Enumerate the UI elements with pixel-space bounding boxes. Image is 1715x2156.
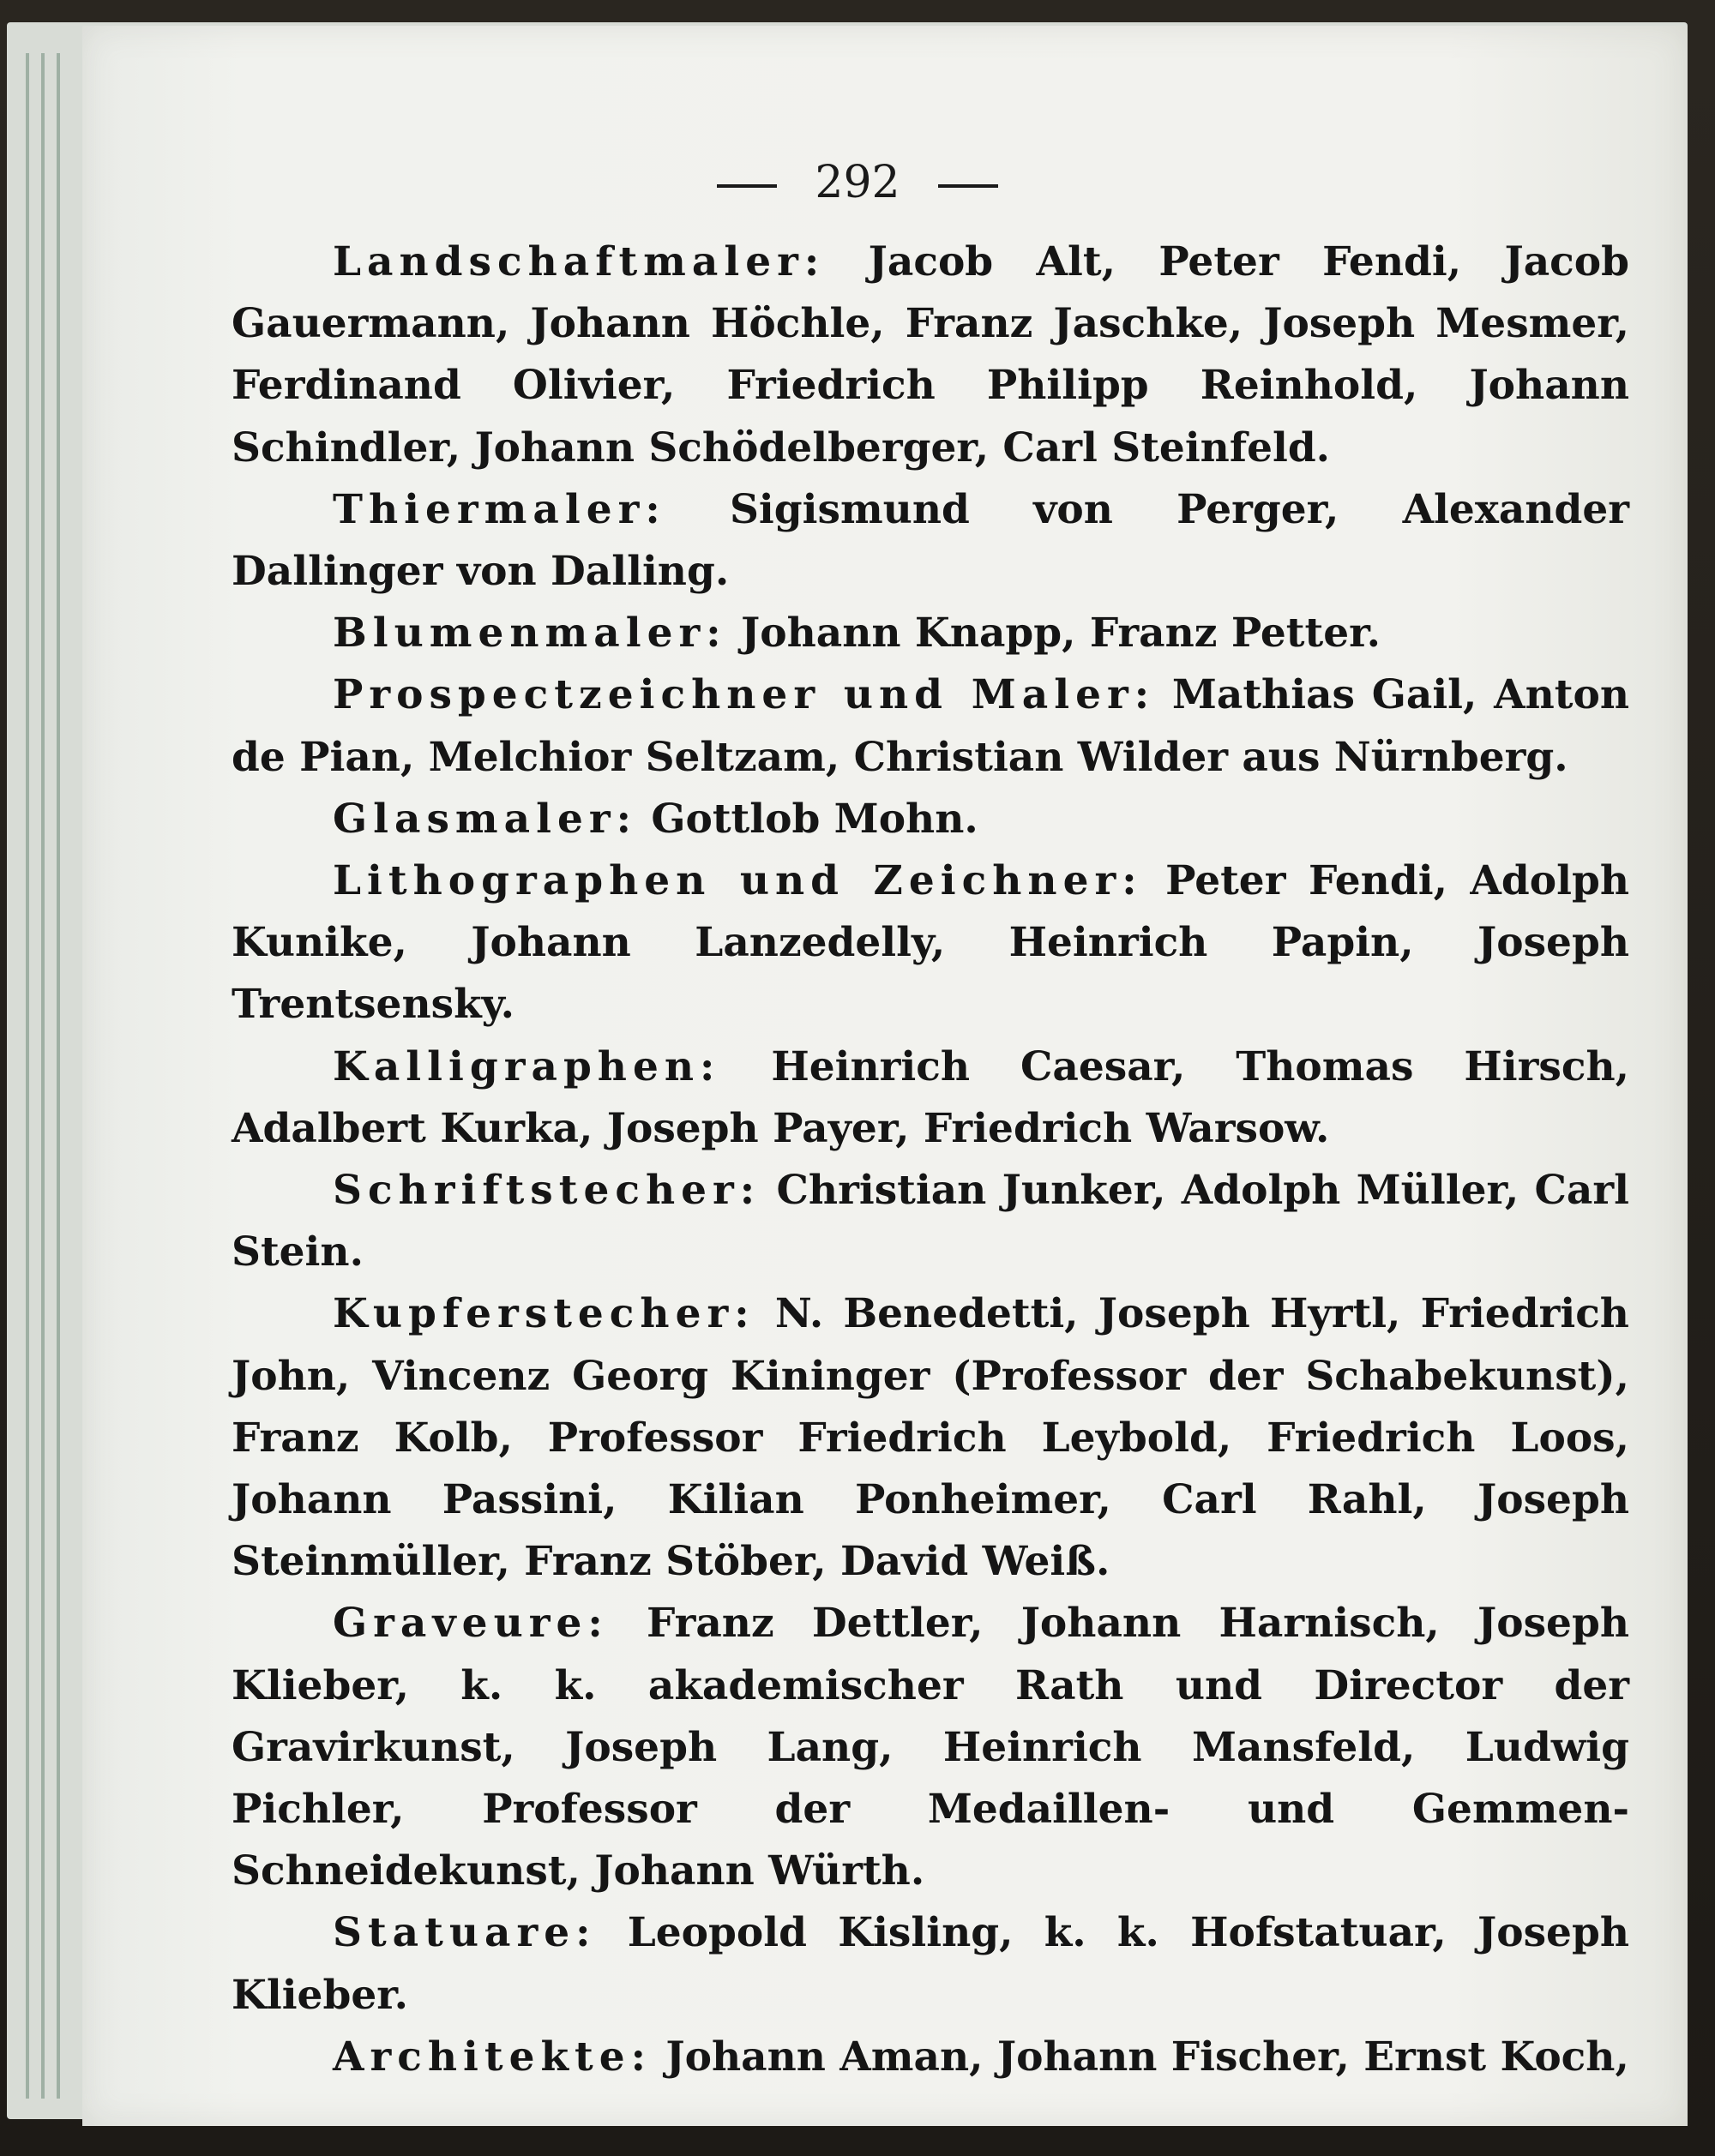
page-number: 292 xyxy=(815,157,900,208)
entry-paragraph xyxy=(232,789,1629,850)
entry-text: N. Benedetti, Joseph Hyrtl, Friedrich John, Vincenz Georg Kininger (Professor der Schabekunst), Franz Kolb, Professor Friedrich Leybold, Friedrich Loos, Johann Passini, Kilian Ponheimer, Carl Rahl, Joseph Steinmüller, Franz Stöber, David Weiß. xyxy=(232,1290,1629,1586)
entry-text: Gottlob Mohn. xyxy=(651,795,978,843)
entry-paragraph xyxy=(232,664,1629,788)
entry-term: Kupferstecher: xyxy=(333,1290,755,1338)
entry-term: Statuare: xyxy=(333,1909,597,1957)
entry-text: Peter Fendi, Adolph Kunike, Johann Lanzedelly, Heinrich Papin, Joseph Trentsensky. xyxy=(232,857,1629,1029)
entry-text: Heinrich Caesar, Thomas Hirsch, Adalbert Kurka, Joseph Payer, Friedrich Warsow. xyxy=(232,1042,1629,1152)
page-header xyxy=(0,144,1715,221)
entry-paragraph xyxy=(232,1593,1629,1902)
entry-paragraph xyxy=(232,231,1629,479)
entry-term: Kalligraphen: xyxy=(333,1042,721,1090)
header-dash-right xyxy=(938,184,998,188)
entry-term: Graveure: xyxy=(333,1600,609,1648)
entry-paragraph xyxy=(232,2027,1629,2088)
page-body xyxy=(232,231,1629,2088)
entry-term: Thiermaler: xyxy=(333,485,666,533)
entry-text: Christian Junker, Adolph Müller, Carl Stein. xyxy=(232,1167,1629,1276)
entry-text: Mathias Gail, Anton de Pian, Melchior Seltzam, Christian Wilder aus Nürnberg. xyxy=(232,671,1629,781)
header-dash-left xyxy=(717,184,777,188)
entry-term: Blumenmaler: xyxy=(333,610,727,658)
entry-text: Sigismund von Perger, Alexander Dallinger von Dalling. xyxy=(232,485,1629,596)
entry-text: Jacob Alt, Peter Fendi, Jacob Gauermann, Johann Höchle, Franz Jaschke, Joseph Mesmer, Ferdinand Olivier, Friedrich Philipp Reinhold, Johann Schindler, Johann Schödelberger, Carl Steinfeld. xyxy=(232,238,1629,471)
page-edge xyxy=(57,53,60,2099)
entry-paragraph xyxy=(232,850,1629,1036)
entry-paragraph xyxy=(232,1160,1629,1283)
entry-paragraph xyxy=(232,1283,1629,1593)
entry-term: Landschaftmaler: xyxy=(333,238,826,285)
entry-term: Glasmaler: xyxy=(333,795,637,843)
page-edge xyxy=(41,53,45,2099)
entry-paragraph xyxy=(232,603,1629,664)
entry-paragraph xyxy=(232,479,1629,603)
entry-term: Architekte: xyxy=(333,2033,653,2081)
entry-text: Leopold Kisling, k. k. Hofstatuar, Joseph Klieber. xyxy=(232,1909,1629,2019)
entry-paragraph xyxy=(232,1902,1629,2026)
entry-term: Prospectzeichner und Maler: xyxy=(333,671,1156,719)
entry-text: Johann Knapp, Franz Petter. xyxy=(741,610,1381,658)
page-edge xyxy=(26,53,29,2099)
entry-text: Franz Dettler, Johann Harnisch, Joseph Klieber, k. k. akademischer Rath und Director der Gravirkunst, Joseph Lang, Heinrich Mansfeld, Ludwig Pichler, Professor der Medaillen- und Gemmen-Schneidekunst, Johann Würth. xyxy=(232,1600,1629,1895)
entry-term: Lithographen und Zeichner: xyxy=(333,857,1143,905)
entry-paragraph xyxy=(232,1036,1629,1160)
entry-text: Johann Aman, Johann Fischer, Ernst Koch, xyxy=(665,2033,1629,2081)
entry-term: Schriftstecher: xyxy=(333,1167,761,1215)
